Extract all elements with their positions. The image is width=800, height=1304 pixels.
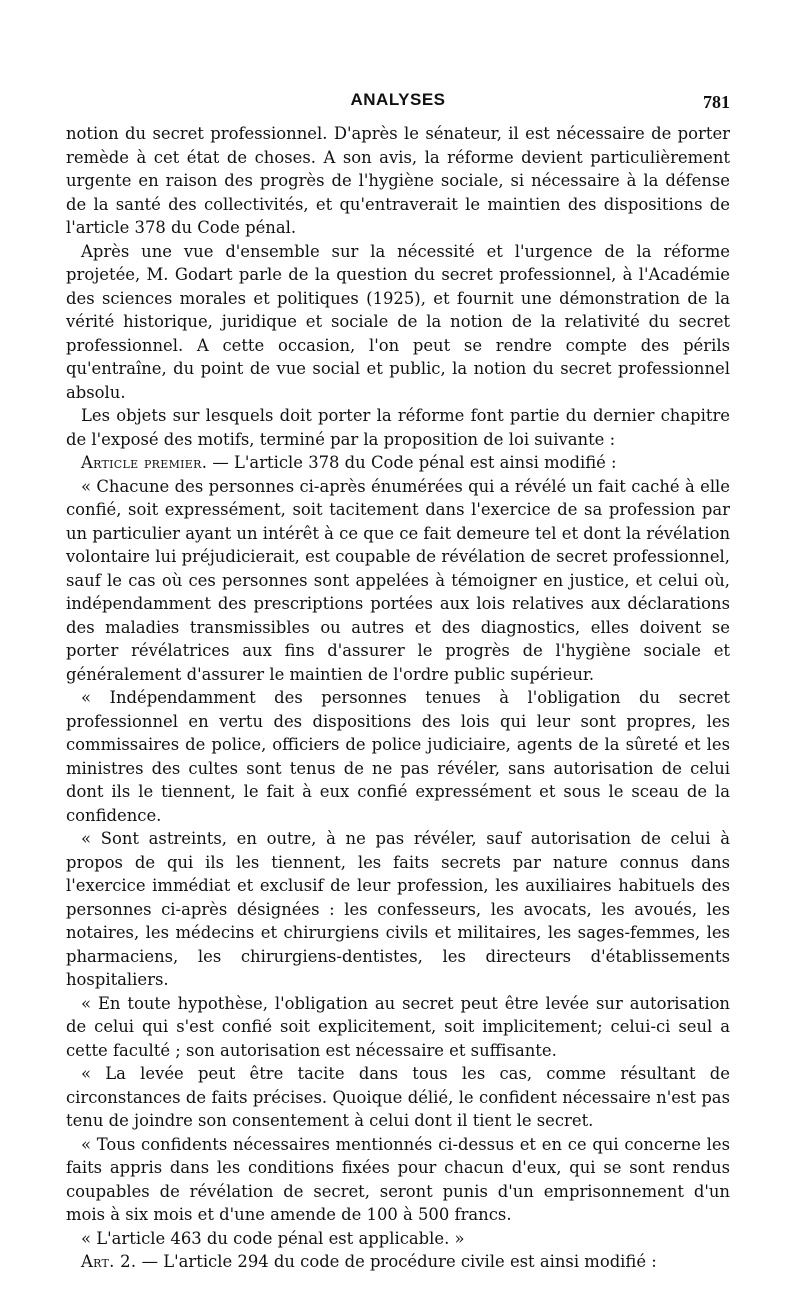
paragraph: Après une vue d'ensemble sur la nécessité et l'urgence de la réforme projetée, M. Godart parle de la question du secret professionnel, à l'Académie des sciences morales et politiques (1925), et fournit une démonstration de la vérité historique, juridique et sociale de la notion de la relativité du secret professionnel. A cette occasion, l'on peut se rendre compte des périls qu'entraîne, du point de vue social et public, la notion du secret professionnel absolu. [66, 241, 730, 402]
article-text: — L'article 378 du Code pénal est ainsi modifié : [207, 453, 617, 472]
article-text: — L'article 294 du code de procédure civile est ainsi modifié : [136, 1252, 657, 1271]
article-label: Article premier. [81, 453, 208, 472]
quoted-paragraph: « La levée peut être tacite dans tous les cas, comme résultant de circonstances de faits précises. Quoique délié, le confident nécessaire n'est pas tenu de joindre son consentement à celui dont il tient le secret. [66, 1064, 730, 1130]
article-heading [66, 1250, 730, 1274]
quoted-paragraph: « Indépendamment des personnes tenues à l'obligation du secret professionnel en vertu des dispositions des lois qui leur sont propres, les commissaires de police, officiers de police judiciaire, agents de la sûreté et les ministres des cultes sont tenus de ne pas révéler, sans autorisation de celui dont ils le tiennent, le fait à eux confié expressément et sous le sceau de la confidence. [66, 688, 730, 825]
quoted-paragraph: « L'article 463 du code pénal est applicable. » [81, 1228, 465, 1248]
document-page [66, 82, 730, 1274]
quoted-paragraph: « Tous confidents nécessaires mentionnés ci-dessus et en ce qui concerne les faits appris dans les conditions fixées pour chacun d'eux, qui se sont rendus coupables de révélation de secret, seront punis d'un emprisonnement d'un mois à six mois et d'une amende de 100 à 500 francs. [66, 1134, 730, 1224]
article-label: Art. 2. [81, 1252, 137, 1271]
quoted-paragraph: « Chacune des personnes ci-après énumérées qui a révélé un fait caché à elle confié, soit expressément, soit tacitement dans l'exercice de sa profession par un particulier ayant un intérêt à ce que ce fait demeure tel et dont la révélation volontaire lui préjudicierait, est coupable de révélation de secret professionnel, sauf le cas où ces personnes sont appelées à témoigner en justice, et celui où, indépendamment des prescriptions portées aux lois relatives aux déclarations des maladies transmissibles ou autres et des diagnostics, elles doivent se porter révélatrices aux fins d'assurer le progrès de l'hygiène sociale et généralement d'assurer le maintien de l'ordre public supérieur. [66, 476, 730, 684]
running-title: ANALYSES [350, 90, 446, 109]
page-number: 781 [703, 92, 730, 112]
paragraph: notion du secret professionnel. D'après le sénateur, il est nécessaire de porter remède à cet état de choses. A son avis, la réforme devient particulièrement urgente en raison des progrès de l'hygiène sociale, si nécessaire à la défense de la santé des collectivités, et qu'entraverait le maintien des dispositions de l'article 378 du Code pénal. [66, 124, 730, 237]
page-header [66, 82, 730, 122]
article-heading [66, 451, 730, 475]
body-text [66, 122, 730, 1274]
paragraph: Les objets sur lesquels doit porter la réforme font partie du dernier chapitre de l'exposé des motifs, terminé par la proposition de loi suivante : [66, 406, 730, 449]
quoted-paragraph: « Sont astreints, en outre, à ne pas révéler, sauf autorisation de celui à propos de qui ils les tiennent, les faits secrets par nature connus dans l'exercice immédiat et exclusif de leur profession, les auxiliaires habituels des personnes ci-après désignées : les confesseurs, les avocats, les avoués, les notaires, les médecins et chirurgiens civils et militaires, les sages-femmes, les pharmaciens, les chirurgiens-dentistes, les directeurs d'établissements hospitaliers. [66, 829, 730, 989]
quoted-paragraph: « En toute hypothèse, l'obligation au secret peut être levée sur autorisation de celui qui s'est confié soit explicitement, soit implicitement; celui-ci seul a cette faculté ; son autorisation est nécessaire et suffisante. [66, 993, 730, 1060]
